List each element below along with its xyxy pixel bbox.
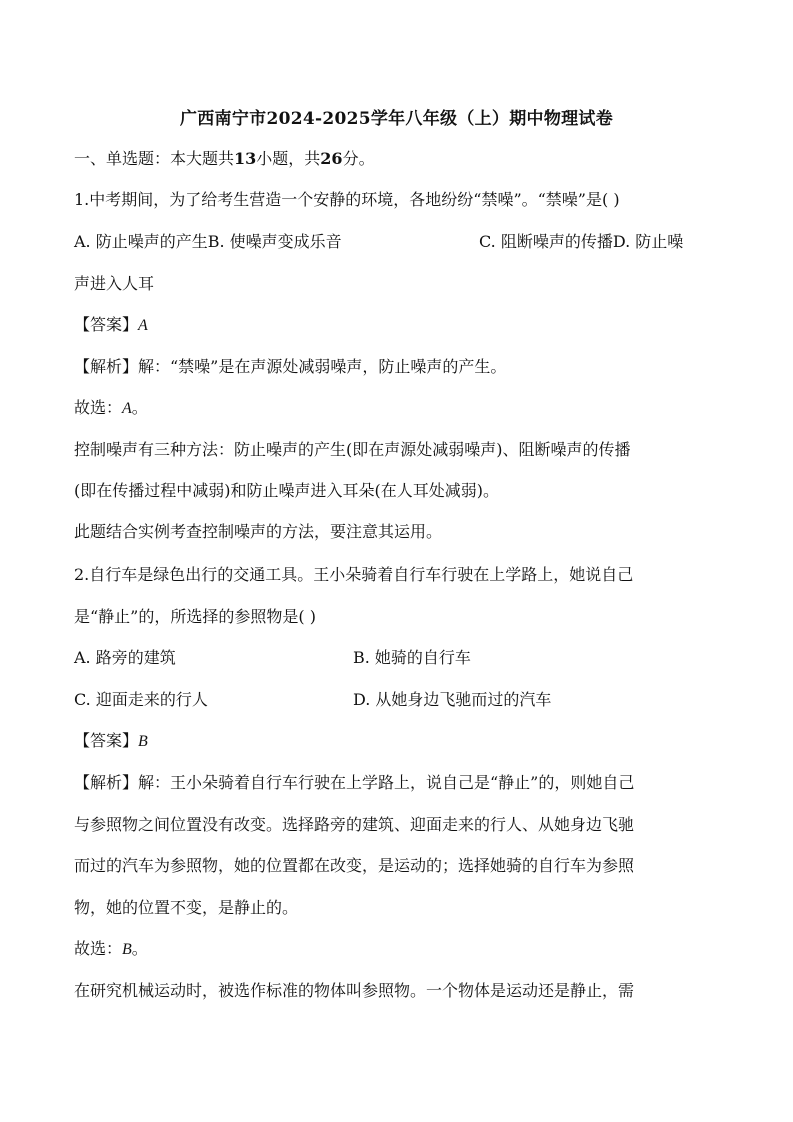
q1-options-cd: C. 阻断噪声的传播D. 防止噪 <box>479 232 684 251</box>
q2-analysis-line-3: 而过的汽车为参照物，她的位置都在改变，是运动的；选择她骑的自行车为参照 <box>74 856 635 875</box>
q2-option-c: C. 迎面走来的行人 <box>74 690 208 709</box>
section-heading <box>74 148 724 170</box>
total-score: 26 <box>320 149 343 168</box>
q2-option-b: B. 她骑的自行车 <box>353 648 471 667</box>
choose-end: 。 <box>131 398 148 417</box>
q2-answer <box>74 730 724 753</box>
q1-summary: 此题结合实例考查控制噪声的方法，要注意其运用。 <box>74 522 443 541</box>
q2-choose <box>74 938 724 961</box>
q2-analysis-line-4: 物，她的位置不变，是静止的。 <box>74 898 299 917</box>
section-prefix: 一、单选题：本大题共 <box>74 149 235 168</box>
answer-label: 【答案】 <box>74 315 139 334</box>
q2-explain: 在研究机械运动时，被选作标准的物体叫参照物。一个物体是运动还是静止，需 <box>74 981 635 1000</box>
page-title: 广西南宁市2024-2025学年八年级（上）期中物理试卷 <box>179 109 614 129</box>
q2-stem-line-2: 是“静止”的，所选择的参照物是( ) <box>74 607 316 626</box>
question-count: 13 <box>234 149 257 168</box>
choose-label: 故选： <box>74 939 123 958</box>
q2-option-a: A. 路旁的建筑 <box>74 648 176 667</box>
q1-choose <box>74 397 724 420</box>
answer-value: A <box>138 317 148 334</box>
q2-analysis-line-2: 与参照物之间位置没有改变。选择路旁的建筑、迎面走来的行人、从她身边飞驰 <box>74 815 635 834</box>
q1-method-line-2: (即在传播过程中减弱)和防止噪声进入耳朵(在人耳处减弱)。 <box>74 481 499 500</box>
q1-option-continued: 声进入人耳 <box>74 274 155 293</box>
choose-value: B <box>122 941 132 958</box>
q1-options-ab: A. 防止噪声的产生B. 使噪声变成乐音 <box>74 232 342 251</box>
section-suffix: 分。 <box>342 149 375 168</box>
answer-value: B <box>138 733 148 750</box>
choose-label: 故选： <box>74 398 123 417</box>
choose-value: A <box>122 400 132 417</box>
q1-method-line-1: 控制噪声有三种方法：防止噪声的产生(即在声源处减弱噪声)、阻断噪声的传播 <box>74 440 631 459</box>
q1-answer <box>74 314 724 337</box>
q1-stem: 1.中考期间，为了给考生营造一个安静的环境，各地纷纷“禁噪”。“禁噪”是( ) <box>74 190 620 209</box>
choose-end: 。 <box>131 939 148 958</box>
q2-analysis-line-1: 【解析】解：王小朵骑着自行车行驶在上学路上，说自己是“静止”的，则她自己 <box>74 773 635 792</box>
q2-option-d: D. 从她身边飞驰而过的汽车 <box>353 690 552 709</box>
answer-label: 【答案】 <box>74 731 139 750</box>
section-mid: 小题，共 <box>256 149 321 168</box>
q1-analysis: 【解析】解：“禁噪”是在声源处减弱噪声，防止噪声的产生。 <box>74 357 507 376</box>
q2-stem-line-1: 2.自行车是绿色出行的交通工具。王小朵骑着自行车行驶在上学路上，她说自己 <box>74 565 634 584</box>
